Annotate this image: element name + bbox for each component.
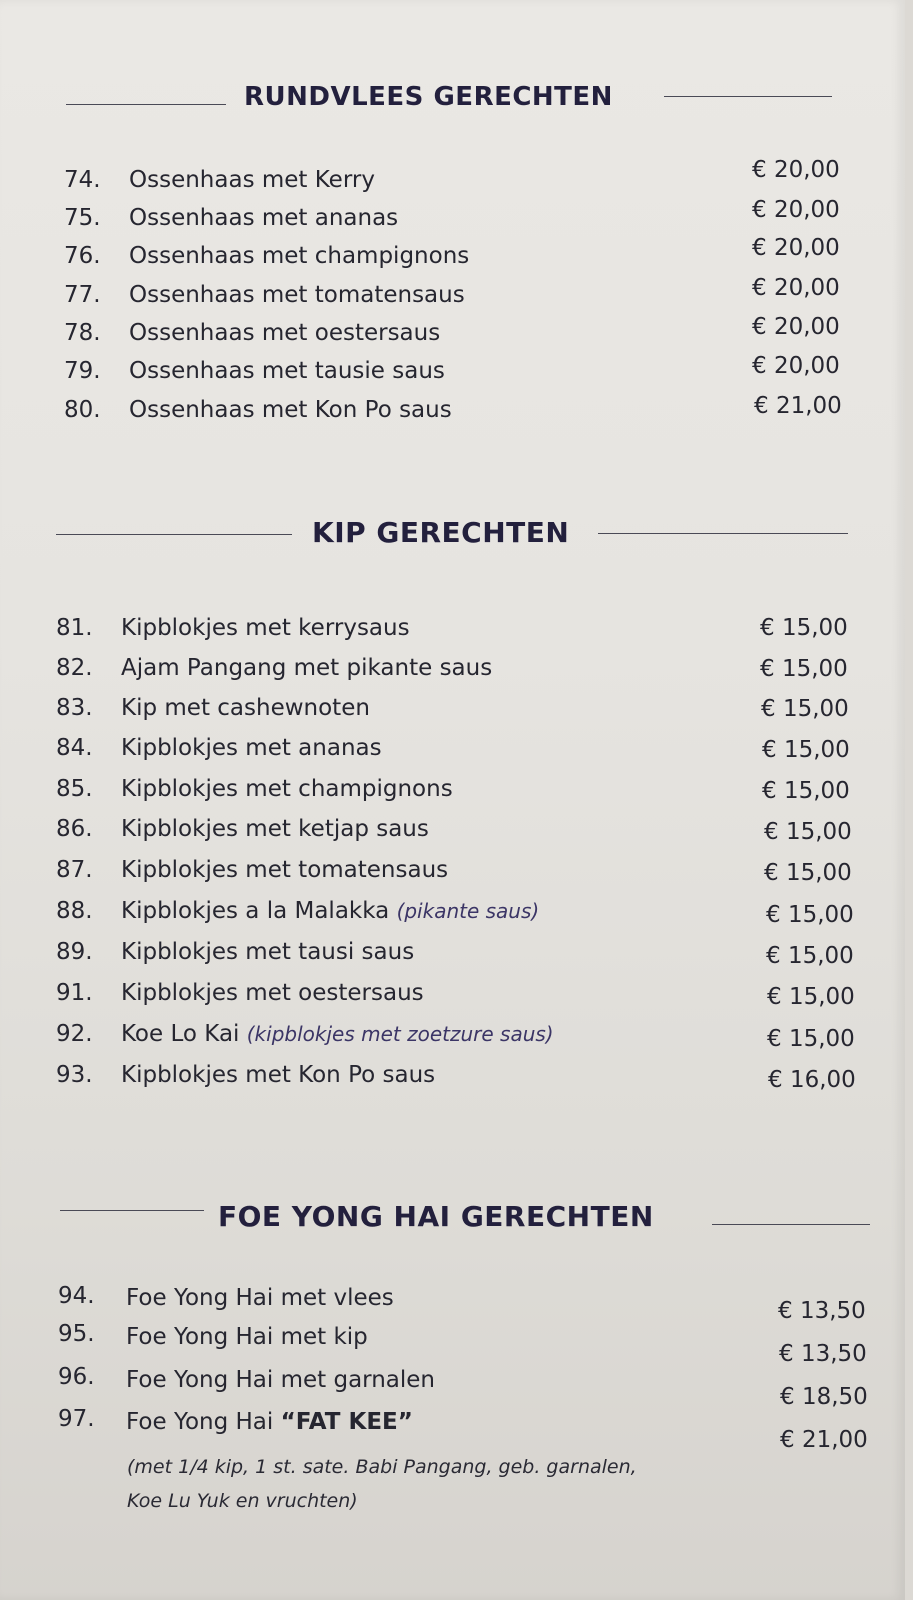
item-name: Ossenhaas met oestersaus: [129, 320, 441, 346]
item-price: € 20,00: [752, 157, 840, 183]
item-price: € 18,50: [780, 1384, 868, 1410]
item-name: Kipblokjes met ketjap saus: [121, 816, 429, 842]
item-number: 75.: [64, 205, 101, 231]
menu-item: [64, 157, 844, 201]
menu-item: [58, 1406, 558, 1440]
item-price: € 16,00: [768, 1067, 856, 1093]
item-price: € 15,00: [761, 696, 849, 722]
item-number: 86.: [56, 816, 93, 842]
section-header: [0, 1200, 905, 1240]
item-price: € 15,00: [766, 943, 854, 969]
menu-item: [64, 353, 844, 392]
item-price: € 20,00: [752, 197, 840, 223]
item-number: 92.: [56, 1021, 93, 1047]
menu-item: [56, 735, 856, 769]
menu-item: [58, 1321, 508, 1355]
divider-right: [712, 1224, 870, 1225]
item-price: € 15,00: [760, 615, 848, 641]
section-title: RUNDVLEES GERECHTEN: [244, 82, 613, 112]
item-price: € 15,00: [766, 902, 854, 928]
section-header: [0, 82, 905, 122]
item-name: Kipblokjes met Kon Po saus: [121, 1062, 436, 1088]
item-number: 93.: [56, 1062, 93, 1088]
divider-left: [66, 104, 226, 105]
menu-item: [64, 235, 844, 277]
item-name: Ossenhaas met champignons: [129, 243, 470, 269]
item-name-text: Foe Yong Hai: [126, 1409, 274, 1435]
menu-item: [58, 1283, 508, 1317]
item-number: 80.: [64, 397, 101, 423]
menu-item: [56, 816, 856, 850]
divider-right: [598, 533, 848, 534]
item-number: 84.: [56, 735, 93, 761]
item-number: 94.: [58, 1283, 95, 1309]
item-number: 95.: [58, 1321, 95, 1347]
item-name: Kipblokjes met champignons: [121, 776, 453, 802]
item-number: 97.: [58, 1406, 95, 1432]
menu-item: [58, 1364, 558, 1398]
item-name: Ajam Pangang met pikante saus: [121, 655, 493, 681]
item-price: € 20,00: [752, 314, 840, 340]
item-number: 87.: [56, 857, 93, 883]
menu-item: [64, 393, 844, 431]
item-name-text: Koe Lo Kai: [121, 1021, 240, 1047]
menu-item: [56, 857, 856, 891]
item-name: Ossenhaas met Kerry: [129, 167, 375, 193]
item-description: [127, 1450, 637, 1518]
item-note: (pikante saus): [396, 899, 540, 923]
item-price: € 20,00: [752, 235, 840, 261]
item-price: € 15,00: [767, 984, 855, 1010]
item-price: € 20,00: [752, 353, 840, 379]
item-name: Kipblokjes met oestersaus: [121, 980, 424, 1006]
item-name: Foe Yong Hai met garnalen: [126, 1367, 436, 1393]
item-number: 96.: [58, 1364, 95, 1390]
item-number: 85.: [56, 776, 93, 802]
item-name: Foe Yong Hai met vlees: [126, 1285, 394, 1311]
item-number: 76.: [64, 243, 101, 269]
menu-item: [56, 1062, 856, 1096]
item-name: Ossenhaas met Kon Po saus: [129, 397, 452, 423]
menu-item: [64, 275, 844, 316]
menu-item: [56, 776, 856, 810]
item-number: 81.: [56, 615, 93, 641]
divider-left: [56, 534, 292, 535]
item-price: € 13,50: [779, 1341, 867, 1367]
section-title: FOE YONG HAI GERECHTEN: [218, 1200, 654, 1233]
item-number: 91.: [56, 980, 93, 1006]
item-price: € 13,50: [778, 1298, 866, 1324]
item-price: € 20,00: [752, 275, 840, 301]
item-name: Kipblokjes met ananas: [121, 735, 382, 761]
section-title: KIP GERECHTEN: [312, 516, 570, 549]
divider-right: [664, 96, 832, 97]
item-name: [121, 898, 539, 924]
section-header: [0, 516, 905, 556]
description-line: Koe Lu Yuk en vruchten): [127, 1490, 358, 1512]
menu-item: [56, 980, 856, 1014]
item-name: Kipblokjes met kerrysaus: [121, 615, 410, 641]
item-price: € 15,00: [762, 778, 850, 804]
description-line: (met 1/4 kip, 1 st. sate. Babi Pangang, geb. garnalen,: [127, 1456, 637, 1478]
item-number: 77.: [64, 282, 101, 308]
menu-item: [56, 939, 856, 973]
item-number: 88.: [56, 898, 93, 924]
menu-item: [56, 898, 856, 932]
item-number: 82.: [56, 655, 93, 681]
item-name: Ossenhaas met tomatensaus: [129, 282, 465, 308]
item-highlight: “FAT KEE”: [280, 1409, 413, 1435]
item-name: Kip met cashewnoten: [121, 695, 370, 721]
item-price: € 15,00: [764, 860, 852, 886]
item-price: € 21,00: [780, 1427, 868, 1453]
item-note: (kipblokjes met zoetzure saus): [246, 1022, 554, 1046]
item-number: 83.: [56, 695, 93, 721]
menu-item: [56, 655, 856, 689]
menu-item: [56, 1021, 856, 1055]
item-number: 78.: [64, 320, 101, 346]
item-price: € 15,00: [767, 1026, 855, 1052]
item-price: € 21,00: [754, 393, 842, 419]
item-name: [126, 1409, 413, 1435]
divider-left: [60, 1210, 204, 1211]
item-name: Kipblokjes met tomatensaus: [121, 857, 449, 883]
menu-item: [64, 197, 844, 239]
item-price: € 15,00: [762, 737, 850, 763]
item-name-text: Kipblokjes a la Malakka: [121, 898, 390, 924]
item-name: Kipblokjes met tausi saus: [121, 939, 415, 965]
menu-item: [64, 314, 844, 354]
item-name: Foe Yong Hai met kip: [126, 1324, 368, 1350]
item-number: 79.: [64, 358, 101, 384]
item-price: € 15,00: [764, 819, 852, 845]
item-number: 89.: [56, 939, 93, 965]
item-name: Ossenhaas met tausie saus: [129, 358, 445, 384]
item-name: [121, 1021, 554, 1047]
item-name: Ossenhaas met ananas: [129, 205, 399, 231]
menu-item: [56, 615, 856, 649]
item-number: 74.: [64, 167, 101, 193]
menu-item: [56, 695, 856, 729]
item-price: € 15,00: [760, 656, 848, 682]
